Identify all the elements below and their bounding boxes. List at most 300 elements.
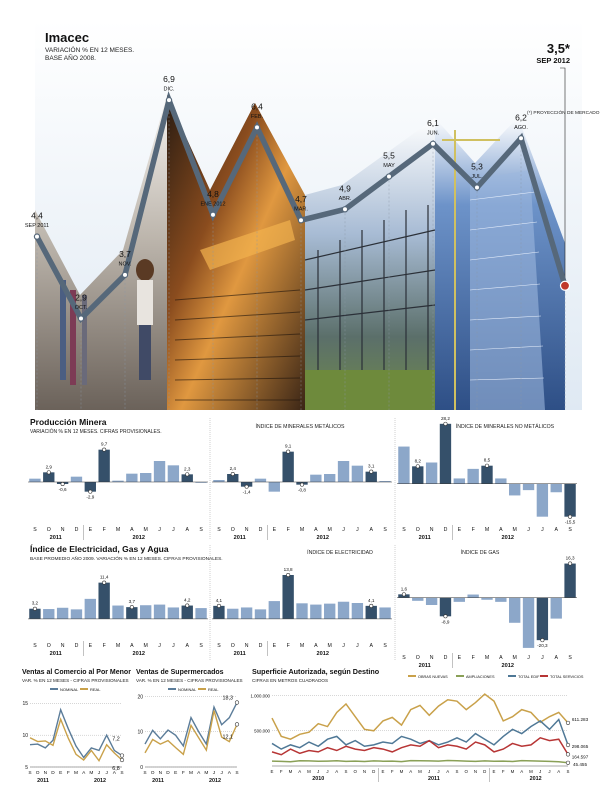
elec-electricity-tick-10: J: [356, 643, 359, 649]
elec-gas-data-label-12: 16,3: [565, 555, 575, 561]
elec-electricity-tick-7: A: [314, 643, 318, 649]
super-xtick-9: J: [212, 771, 216, 776]
elec-total-bar-9: [154, 605, 165, 619]
mining-metal-year-1: 2012: [316, 535, 329, 541]
imacec-value-label-6: 4,7: [295, 194, 307, 205]
mining-metal-tick-9: J: [342, 527, 345, 533]
elec-total-tick-8: M: [143, 643, 148, 649]
mining-total-data-label-5: 9,7: [100, 441, 108, 447]
retail-xtick-5: F: [66, 771, 70, 776]
elec-electricity-tick-6: M: [299, 643, 305, 649]
retail-legend-nominal-label: NOMINAL: [60, 687, 79, 692]
electric-section: [28, 544, 577, 669]
mining-metal-bar-9: [338, 461, 349, 482]
imacec-title: Imacec: [45, 30, 90, 45]
mining-nonmetal-marker-1: [416, 465, 419, 468]
mining-metal-tick-1: O: [230, 527, 235, 533]
elec-gas-bar-5: [467, 595, 478, 598]
elec-total-marker-11: [186, 604, 189, 607]
surface-year-1: 2011: [428, 776, 440, 782]
elec-gas-tick-8: M: [512, 655, 517, 661]
surface-xtick-31: A: [557, 769, 561, 774]
surface-xtick-8: S: [344, 769, 348, 774]
elec-total-bar-2: [57, 608, 68, 619]
elec-electricity-bar-2: [241, 607, 252, 618]
mining-metal-data-label-1: 2,4: [229, 466, 236, 471]
mining-metal-tick-6: M: [299, 527, 305, 533]
elec-electricity-data-label-11: 4,1: [368, 597, 375, 603]
retail-legend-nominal-swatch: [50, 688, 58, 690]
imacec-point-11: [518, 136, 523, 141]
mining-section: [28, 416, 577, 541]
elec-gas-bar-8: [509, 598, 520, 623]
mining-nonmetal-bar-3: [440, 424, 451, 484]
surface-end-marker-0: [566, 721, 570, 725]
mining-metal-data-label-2: -1,4: [242, 489, 251, 495]
elec-total-year-0: 2011: [49, 651, 62, 657]
surface-title: Superficie Autorizada, según Destino: [252, 667, 380, 676]
imacec-value-label-5: 6,4: [251, 101, 263, 112]
surface-section: [250, 667, 588, 782]
surface-series-1: [272, 761, 568, 763]
mining-metal-year-0: 2011: [233, 535, 246, 541]
elec-gas-bar-10: [537, 598, 548, 640]
elec-electricity-marker-5: [286, 573, 289, 576]
mining-nonmetal-tick-7: A: [499, 527, 503, 533]
super-label-1: 12,1: [222, 734, 233, 741]
elec-electricity-tick-11: A: [369, 643, 373, 649]
retail-xtick-10: J: [105, 771, 108, 776]
surface-end-label-0: 611.283: [571, 716, 589, 722]
elec-total-data-label-5: 11,4: [99, 574, 109, 580]
retail-year-1: 2012: [94, 778, 106, 784]
imacec-month-label-7: ABR.: [338, 195, 352, 202]
elec-total-tick-0: S: [33, 643, 37, 649]
imacec-point-8: [386, 174, 391, 179]
elec-gas-tick-11: A: [554, 655, 558, 661]
surface-end-marker-3: [566, 753, 570, 757]
retail-ytick-2: 15: [22, 701, 28, 708]
mining-nonmetal-bar-6: [481, 466, 492, 484]
super-legend-nominal-swatch: [168, 688, 176, 690]
mining-total-marker-1: [47, 471, 50, 474]
elec-total-bar-5: [98, 583, 109, 619]
elec-electricity-tick-4: E: [272, 643, 277, 649]
elec-electricity-year-0: 2011: [233, 651, 246, 657]
elec-total-marker-5: [102, 581, 105, 584]
mining-metal-tick-0: S: [217, 527, 221, 533]
surface-end-label-1: 298.065: [571, 743, 589, 749]
imacec-highlight-label: SEP 2012: [536, 56, 570, 65]
surface-legend-swatch-0: [408, 675, 416, 677]
retail-xtick-1: O: [35, 771, 40, 776]
elec-total-marker-7: [130, 605, 133, 608]
elec-total-bar-10: [168, 607, 179, 618]
surface-xtick-18: J: [437, 769, 440, 774]
electric-panel2-title: ÍNDICE DE ELECTRICIDAD: [307, 550, 373, 556]
elec-gas-tick-12: S: [568, 655, 572, 661]
mining-total-tick-1: O: [46, 527, 51, 533]
elec-gas-marker-3: [444, 615, 447, 618]
elec-gas-year-0: 2011: [418, 663, 431, 669]
mining-metal-bar-0: [213, 480, 224, 482]
imacec-point-5: [254, 125, 259, 130]
mining-nonmetal-tick-5: F: [471, 527, 475, 533]
retail-xtick-4: E: [59, 771, 63, 776]
elec-gas-tick-0: S: [402, 655, 406, 661]
surface-xtick-28: M: [529, 769, 533, 774]
supermarket-chart: [137, 687, 238, 784]
imacec-month-label-9: JUN.: [426, 130, 440, 137]
imacec-point-0: [34, 234, 39, 239]
electric-title: Índice de Electricidad, Gas y Agua: [30, 544, 169, 554]
surface-end-label-2: 164.597: [571, 754, 589, 760]
elec-electricity-tick-12: S: [383, 643, 387, 649]
mining-nonmetal-tick-9: J: [527, 527, 530, 533]
retail-xtick-2: N: [43, 771, 48, 776]
mining-nonmetal-marker-12: [568, 515, 571, 518]
elec-gas-bar-2: [426, 598, 437, 605]
imacec-value-label-9: 6,1: [427, 117, 439, 128]
elec-electricity-bar-9: [338, 602, 349, 619]
elec-total-marker-0: [33, 607, 36, 610]
imacec-subtitle-1: VARIACIÓN % EN 12 MESES.: [45, 47, 135, 54]
retail-series-1: [30, 719, 122, 760]
mining-metal-marker-2: [245, 485, 248, 488]
imacec-month-label-8: MAY: [383, 163, 395, 170]
super-legend-real-label: REAL: [208, 687, 219, 692]
super-xtick-11: A: [227, 771, 231, 776]
mining-total-bar-8: [140, 473, 151, 482]
mining-nonmetal-year-1: 2012: [501, 535, 514, 541]
elec-total-tick-3: D: [74, 643, 79, 649]
mining-subtitle: VARIACIÓN % EN 12 MESES. CIFRAS PROVISIONALES.: [30, 429, 162, 435]
super-xtick-4: E: [174, 771, 178, 776]
retail-year-0: 2011: [37, 778, 49, 784]
imacec-value-label-2: 3,7: [119, 248, 131, 259]
retail-xtick-9: J: [97, 771, 101, 776]
mining-total-tick-6: M: [115, 527, 121, 533]
mining-panel3-title: ÍNDICE DE MINERALES NO METÁLICOS: [455, 424, 555, 430]
retail-xtick-11: A: [112, 771, 116, 776]
surface-ytick-1: 500.000: [254, 728, 270, 734]
super-year-1: 2012: [209, 778, 221, 784]
surface-ytick-0: 1.000.000: [250, 693, 270, 699]
super-xtick-2: N: [158, 771, 163, 776]
mining-metal-bar-10: [352, 466, 363, 482]
elec-electricity-tick-9: J: [342, 643, 345, 649]
mining-total-tick-7: A: [130, 527, 134, 533]
super-legend-nominal-label: NOMINAL: [178, 687, 197, 692]
elec-total-tick-6: M: [115, 643, 121, 649]
elec-gas-data-label-3: -8,9: [441, 619, 450, 625]
elec-gas-tick-9: J: [527, 655, 530, 661]
elec-total-tick-9: J: [158, 643, 161, 649]
elec-gas-tick-4: E: [457, 655, 462, 661]
super-xtick-6: M: [189, 771, 193, 776]
elec-electricity-year-1: 2012: [316, 651, 329, 657]
elec-electricity-bar-5: [282, 575, 293, 619]
mining-total-data-label-1: 2,9: [45, 464, 52, 470]
elec-gas-bar-6: [481, 598, 492, 600]
surface-xtick-15: A: [409, 769, 413, 774]
elec-total-bar-8: [140, 605, 151, 619]
mining-nonmetal-data-label-6: 8,5: [483, 457, 491, 463]
imacec-month-label-11: AGO.: [514, 124, 528, 131]
elec-total-bar-1: [43, 609, 54, 619]
supermarket-section: [136, 669, 243, 784]
retail-legend-real-swatch: [80, 688, 88, 690]
elec-electricity-tick-8: M: [327, 643, 332, 649]
imacec-point-2: [122, 272, 127, 277]
mining-total-data-label-11: 2,3: [184, 466, 191, 472]
mining-total-tick-0: S: [33, 527, 37, 533]
mining-total-tick-3: D: [74, 527, 79, 533]
elec-total-tick-4: E: [88, 643, 93, 649]
imacec-month-label-3: DIC.: [163, 86, 175, 93]
super-xtick-12: S: [235, 771, 239, 776]
surface-legend-label-3: TOTAL SERVICIOS: [550, 675, 584, 679]
elec-total-bar-4: [85, 599, 96, 619]
imacec-month-label-2: NOV.: [118, 261, 132, 268]
elec-total-tick-12: S: [199, 643, 203, 649]
imacec-point-10: [474, 185, 479, 190]
super-legend-real-swatch: [198, 688, 206, 690]
mining-panel2-title: ÍNDICE DE MINERALES METÁLICOS: [255, 424, 345, 430]
mining-total-bar-10: [168, 465, 179, 482]
imacec-point-12: [561, 281, 570, 290]
super-ytick-2: 20: [137, 694, 143, 701]
mining-nonmetal-bar-2: [426, 463, 437, 484]
super-xtick-3: D: [166, 771, 170, 776]
surface-xtick-19: A: [446, 769, 450, 774]
retail-label-1: 6,8: [112, 766, 120, 772]
retail-subtitle: VAR. % EN 12 MESES - CIFRAS PROVISIONALES: [22, 678, 129, 683]
elec-gas-tick-6: M: [484, 655, 490, 661]
surface-xtick-14: M: [399, 769, 404, 774]
imacec-section: [25, 20, 600, 410]
retail-xtick-12: S: [120, 771, 124, 776]
surface-xtick-22: N: [473, 769, 478, 774]
mining-metal-bar-7: [310, 475, 321, 482]
surface-legend-swatch-2: [508, 675, 516, 677]
elec-electricity-bar-3: [255, 609, 266, 619]
surface-end-label-3: 45.455: [572, 761, 588, 767]
surface-xtick-17: J: [428, 769, 431, 774]
mining-title: Producción Minera: [30, 417, 107, 427]
surface-xtick-26: M: [510, 769, 515, 774]
mining-nonmetal-marker-3: [444, 422, 447, 425]
imacec-value-label-7: 4,9: [339, 183, 351, 194]
mining-nonmetal-bar-8: [509, 484, 520, 496]
mining-total-data-label-2: -0,6: [58, 487, 67, 492]
elec-electricity-marker-0: [217, 604, 220, 607]
elec-electricity-bar-1: [227, 609, 238, 619]
mining-metal-marker-5: [286, 450, 289, 453]
imacec-point-1: [78, 316, 83, 321]
elec-electricity-data-label-0: 4,1: [215, 597, 223, 603]
mining-nonmetal-bar-0: [398, 447, 409, 484]
retail-end-marker-1: [120, 758, 124, 762]
retail-xtick-7: A: [82, 771, 86, 776]
electric-panel3-title: ÍNDICE DE GAS: [460, 550, 500, 556]
retail-legend-real-label: REAL: [90, 687, 101, 692]
surface-end-marker-1: [566, 761, 570, 765]
super-xtick-7: A: [197, 771, 201, 776]
imacec-value-label-8: 5,5: [383, 150, 395, 161]
electric-charts: [28, 545, 577, 669]
elec-gas-bar-1: [412, 598, 423, 601]
mining-metal-tick-4: E: [272, 527, 277, 533]
imacec-month-label-1: OCT.: [74, 305, 88, 312]
retail-xtick-0: S: [28, 771, 32, 776]
retail-end-marker-0: [120, 754, 124, 758]
mining-total-year-0: 2011: [49, 535, 62, 541]
elec-total-tick-11: A: [185, 643, 189, 649]
surface-xtick-21: O: [464, 769, 468, 774]
mining-metal-bar-4: [269, 482, 280, 492]
imacec-point-3: [166, 97, 171, 102]
retail-chart: [22, 687, 123, 784]
surface-xtick-10: N: [362, 769, 367, 774]
imacec-point-7: [342, 207, 347, 212]
mining-total-year-1: 2012: [132, 535, 145, 541]
mining-metal-data-label-11: 3,1: [368, 463, 375, 469]
mining-nonmetal-bar-12: [564, 484, 575, 517]
mining-nonmetal-tick-12: S: [568, 527, 572, 533]
surface-legend-label-0: OBRAS NUEVAS: [418, 675, 448, 679]
elec-total-tick-10: J: [172, 643, 175, 649]
mining-total-tick-12: S: [199, 527, 203, 533]
elec-gas-year-1: 2012: [501, 663, 514, 669]
imacec-month-label-4: ENE 2012: [200, 201, 226, 208]
surface-xtick-7: A: [335, 769, 339, 774]
imacec-point-9: [430, 141, 435, 146]
super-xtick-5: F: [181, 771, 185, 776]
elec-electricity-data-label-5: 13,8: [283, 567, 293, 572]
surface-end-marker-2: [566, 743, 570, 747]
imacec-value-label-0: 4,4: [31, 210, 43, 221]
super-ytick-1: 10: [137, 729, 143, 736]
surface-series-2: [272, 719, 568, 749]
surface-xtick-30: J: [548, 769, 551, 774]
mining-nonmetal-data-label-12: -15,5: [564, 519, 576, 525]
elec-total-tick-7: A: [130, 643, 134, 649]
imacec-point-4: [210, 212, 215, 217]
retail-series-0: [30, 710, 122, 758]
mining-metal-bar-3: [255, 479, 266, 482]
super-ytick-0: 0: [140, 764, 143, 771]
super-xtick-8: M: [204, 771, 209, 776]
retail-xtick-8: M: [89, 771, 94, 776]
surface-xtick-27: A: [520, 769, 524, 774]
mining-nonmetal-tick-6: M: [484, 527, 490, 533]
elec-gas-tick-1: O: [415, 655, 420, 661]
super-end-marker-0: [235, 701, 239, 705]
mining-metal-marker-1: [231, 472, 234, 475]
elec-gas-bar-12: [564, 564, 575, 598]
super-year-0: 2011: [152, 778, 164, 784]
mining-nonmetal-data-label-3: 28,2: [440, 415, 450, 421]
mining-total-tick-11: A: [185, 527, 189, 533]
elec-gas-data-label-10: -20,3: [537, 643, 548, 649]
elec-gas-tick-7: A: [499, 655, 503, 661]
surface-xtick-24: E: [492, 769, 496, 774]
surface-series-3: [272, 738, 568, 755]
mining-nonmetal-tick-0: S: [402, 527, 406, 533]
imacec-point-6: [298, 218, 303, 223]
elec-gas-marker-12: [568, 562, 571, 565]
mining-nonmetal-bar-11: [551, 484, 562, 493]
mining-total-marker-2: [61, 482, 64, 485]
elec-total-tick-2: N: [60, 643, 65, 649]
mining-nonmetal-tick-2: N: [429, 527, 434, 533]
mining-total-tick-8: M: [143, 527, 148, 533]
supermarket-subtitle: VAR. % EN 12 MESES - CIFRAS PROVISIONALES: [136, 678, 243, 683]
elec-electricity-tick-5: F: [286, 643, 290, 649]
mining-nonmetal-data-label-1: 8,2: [414, 458, 421, 464]
super-xtick-10: J: [220, 771, 223, 776]
surface-xtick-2: M: [288, 769, 293, 774]
elec-total-bar-11: [182, 606, 193, 619]
mining-total-marker-5: [102, 448, 105, 451]
surface-legend-label-2: TOTAL EDIF: [518, 675, 540, 679]
elec-gas-bar-9: [523, 598, 534, 648]
mining-metal-tick-3: D: [258, 527, 263, 533]
surface-xtick-16: M: [418, 769, 422, 774]
mining-metal-data-label-5: 9,1: [284, 443, 292, 449]
mining-nonmetal-tick-4: E: [457, 527, 462, 533]
surface-xtick-4: M: [307, 769, 311, 774]
mining-metal-bar-5: [282, 452, 293, 482]
elec-electricity-bar-4: [269, 601, 280, 619]
imacec-value-label-4: 4,8: [207, 188, 219, 199]
mining-metal-tick-11: A: [369, 527, 373, 533]
surface-xtick-25: F: [501, 769, 505, 774]
mining-nonmetal-year-0: 2011: [418, 535, 431, 541]
retail-label-0: 7,2: [112, 736, 120, 743]
elec-electricity-tick-3: D: [258, 643, 263, 649]
mining-metal-marker-11: [370, 470, 373, 473]
mining-nonmetal-bar-7: [495, 478, 506, 483]
mining-metal-tick-10: J: [356, 527, 359, 533]
elec-electricity-bar-7: [310, 605, 321, 619]
elec-total-bar-3: [71, 609, 82, 619]
supermarket-title: Ventas de Supermercados: [136, 669, 224, 676]
surface-legend-label-1: AMPLIACIONES: [466, 675, 495, 679]
imacec-value-label-1: 2,9: [75, 292, 87, 303]
imacec-value-label-3: 6,9: [163, 74, 175, 85]
imacec-note: (*) PROYECCIÓN DE MERCADO: [527, 111, 600, 116]
mining-nonmetal-bar-5: [467, 469, 478, 484]
surface-xtick-5: J: [317, 769, 320, 774]
mining-nonmetal-tick-3: D: [443, 527, 448, 533]
elec-gas-bar-3: [440, 598, 451, 617]
elec-gas-tick-2: N: [429, 655, 434, 661]
retail-xtick-6: M: [74, 771, 78, 776]
super-xtick-0: S: [143, 771, 147, 776]
retail-xtick-3: D: [51, 771, 55, 776]
mining-metal-bar-8: [324, 474, 335, 482]
surface-chart: [250, 675, 588, 782]
imacec-value-label-10: 5,3: [471, 161, 483, 172]
elec-gas-marker-10: [541, 638, 544, 641]
imacec-highlight-value: 3,5*: [546, 41, 570, 56]
mining-total-bar-9: [154, 461, 165, 482]
mining-total-marker-11: [186, 473, 189, 476]
mining-total-tick-2: N: [60, 527, 65, 533]
mining-nonmetal-bar-9: [523, 484, 534, 490]
